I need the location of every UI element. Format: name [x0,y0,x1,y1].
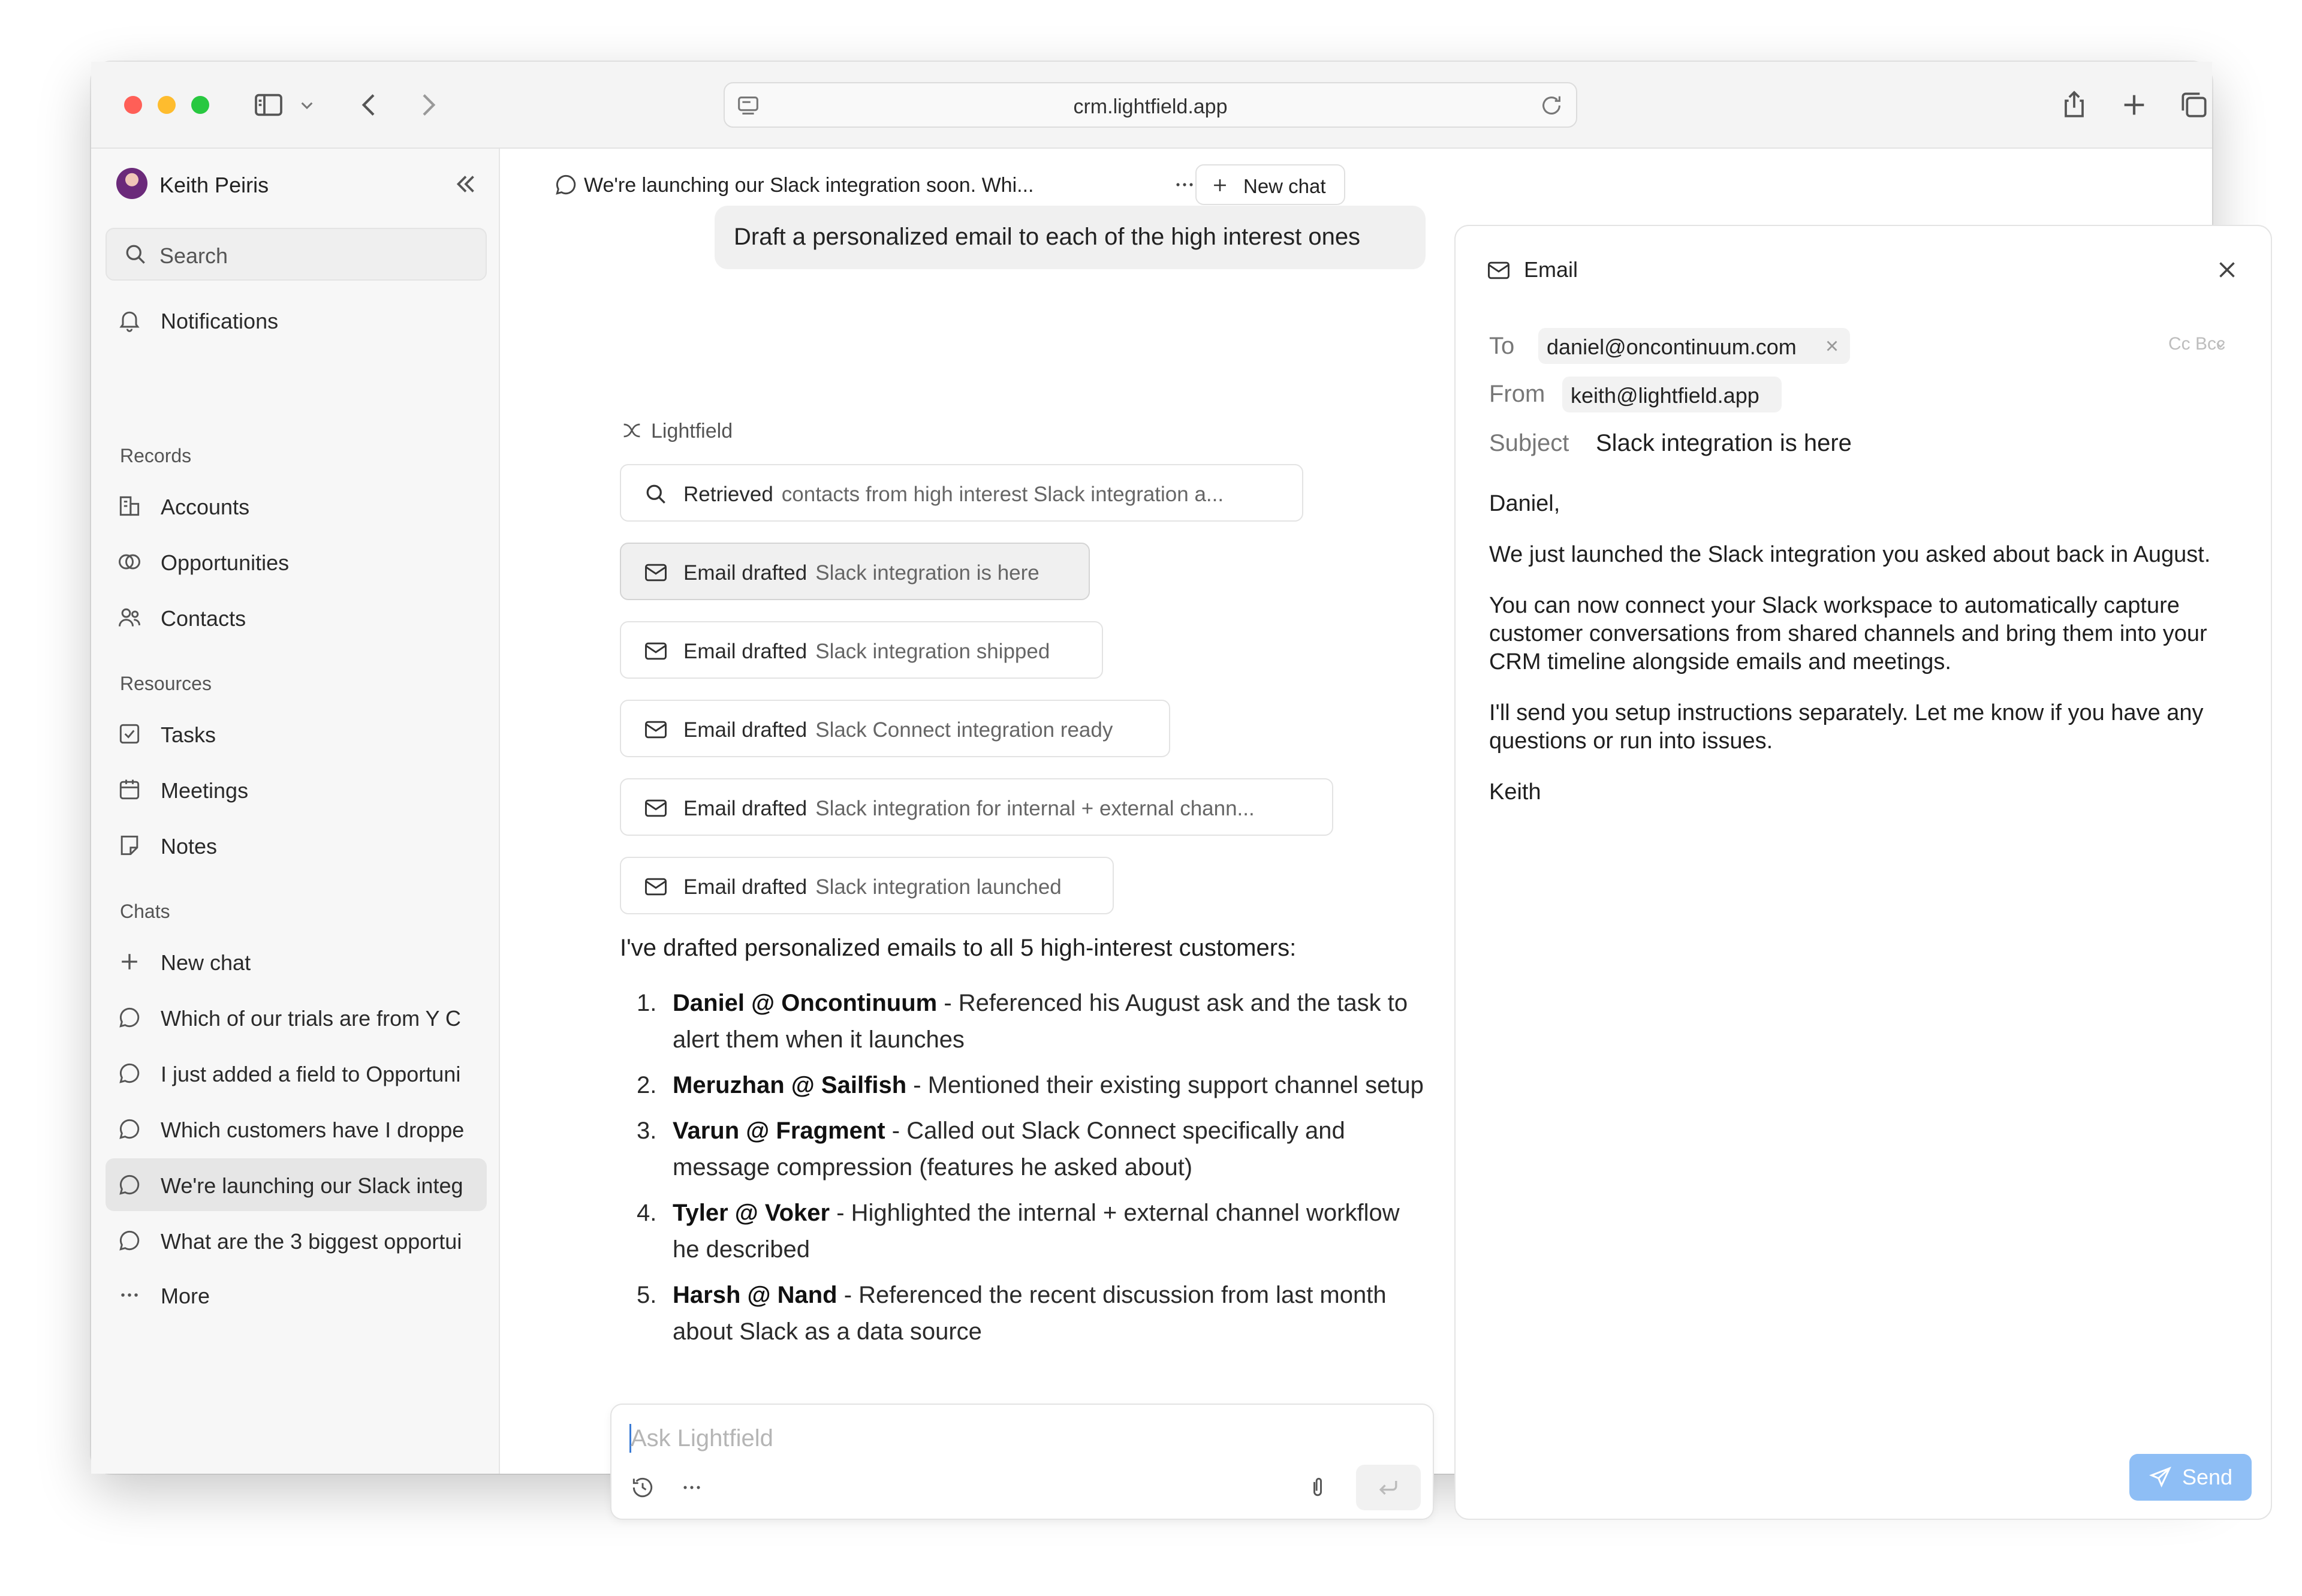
chat-bubble-icon [116,1116,143,1142]
history-icon[interactable] [629,1474,656,1501]
subject-field[interactable]: Slack integration is here [1596,430,1852,456]
list-item-name: Tyler @ Voker [673,1200,830,1226]
sidebar-item-label: Accounts [161,495,250,519]
zoom-window-button[interactable] [191,96,209,114]
url-text[interactable]: crm.lightfield.app [1073,95,1228,118]
sidebar-new-chat[interactable] [106,935,487,988]
email-paragraph: Daniel, [1489,491,1560,516]
list-item-text: - Called out Slack Connect specifically and message compression (features he asked about) [673,1118,1345,1181]
sidebar-item-notifications[interactable] [106,294,487,347]
cc-bcc-toggle[interactable]: Cc Bcc [2168,334,2225,354]
sender-email: keith@lightfield.app [1571,383,1759,408]
sidebar [91,149,500,1474]
mail-icon [643,716,669,743]
list-item-text: - Highlighted the internal + external channel workflow he described [673,1200,1400,1263]
search-placeholder: Search [159,243,228,268]
plus-icon [116,948,143,975]
recipient-email: daniel@oncontinuum.com [1547,335,1797,359]
records-section-label: Records [120,445,192,466]
sidebar-item-label: Which of our trials are from Y C [161,1006,461,1031]
assistant-summary: I've drafted personalized emails to all 5 high-interest customers: [620,935,1297,961]
sidebar-item-contacts[interactable] [106,591,487,644]
back-icon[interactable] [352,88,386,122]
chat-title[interactable]: We're launching our Slack integration soon. Whi... [584,174,1034,197]
email-body[interactable] [1489,490,2244,829]
subject-label: Subject [1489,430,1569,456]
sidebar-item-label: New chat [161,950,251,975]
mail-icon [643,874,669,900]
list-item-name: Meruzhan @ Sailfish [673,1072,907,1098]
list-item-name: Harsh @ Nand [673,1282,837,1308]
sidebar-item-label: Opportunities [161,550,290,575]
recipient-chip[interactable] [1538,328,1850,364]
tool-call-verb: Email drafted [683,640,807,663]
sidebar-item-tasks[interactable] [106,707,487,760]
list-item-text: - Referenced his August ask and the task to alert them when it launches [673,990,1408,1053]
email-paragraph: We just launched the Slack integration you asked about back in August. [1489,542,2211,567]
mail-icon [643,638,669,664]
list-number: 5. [637,1282,657,1308]
browser-window [91,62,2233,1489]
share-icon[interactable] [2057,88,2091,122]
sender-chip[interactable] [1562,377,1782,412]
sidebar-item-label: Which customers have I droppe [161,1118,465,1142]
browser-toolbar [91,62,2212,149]
new-chat-label: New chat [1243,175,1326,197]
sidebar-chat-item-selected[interactable] [106,1158,487,1211]
reload-icon[interactable] [1538,92,1565,119]
building-icon [116,493,143,519]
search-icon [643,481,669,507]
send-label: Send [2182,1465,2233,1489]
chat-bubble-icon [116,1004,143,1031]
tool-call-verb: Email drafted [683,561,807,585]
calendar-icon [116,776,143,803]
list-number: 2. [637,1072,657,1098]
tool-call-detail: Slack integration shipped [815,640,1050,663]
sidebar-chat-item[interactable] [106,1047,487,1100]
sidebar-item-label: Meetings [161,778,249,803]
plus-icon [1210,175,1230,195]
tool-call-email-drafted[interactable] [620,857,1114,914]
composer-placeholder: Ask Lightfield [631,1425,773,1452]
sidebar-item-label: Contacts [161,606,246,631]
sidebar-item-label: Notifications [161,309,279,333]
tool-call-detail: Slack integration launched [815,875,1062,899]
search-icon [122,241,149,267]
enter-icon [1375,1474,1402,1501]
avatar [116,168,147,199]
from-label: From [1489,381,1545,407]
chat-header [500,149,1351,215]
list-item [620,1195,1429,1268]
mail-icon [1486,257,1512,284]
sidebar-chat-item[interactable] [106,1103,487,1155]
email-paragraph: I'll send you setup instructions separately. Let me know if you have any questions or run into issues. [1489,700,2204,754]
chevron-down-icon[interactable] [2212,336,2229,353]
user-row[interactable] [116,163,481,205]
email-panel-title: Email [1524,257,1578,282]
mail-icon [643,559,669,586]
chat-options-icon[interactable] [1171,171,1198,198]
email-paragraph: You can now connect your Slack workspace to automatically capture customer conversations from shared channels and bring them into your CRM timeline alongside emails and meetings. [1489,593,2207,674]
new-chat-button[interactable] [1195,164,1345,205]
lightfield-logo-icon [620,418,644,442]
sidebar-item-meetings[interactable] [106,763,487,816]
sidebar-more[interactable] [106,1269,487,1321]
user-message-text: Draft a personalized email to each of the high interest ones [734,224,1361,250]
sidebar-item-accounts[interactable] [106,480,487,532]
search-input[interactable] [106,228,487,281]
tool-call-detail: Slack integration for internal + external chann... [815,797,1255,820]
ellipsis-icon [116,1282,143,1308]
tool-call-detail: Slack integration is here [815,561,1039,585]
list-item-name: Varun @ Fragment [673,1118,885,1144]
tool-call-email-drafted[interactable] [620,543,1090,600]
remove-recipient-icon[interactable] [1821,335,1843,357]
mail-icon [643,795,669,821]
list-item-text: - Mentioned their existing support channel setup [906,1072,1424,1098]
send-icon [2149,1465,2173,1489]
sidebar-item-opportunities[interactable] [106,535,487,588]
tool-call-detail: Slack Connect integration ready [815,718,1113,742]
sidebar-item-label: I just added a field to Opportuni [161,1062,461,1086]
sidebar-item-label: Notes [161,834,218,859]
address-bar[interactable] [724,82,1577,128]
bell-icon [116,307,143,333]
user-name: Keith Peiris [159,173,269,197]
sidebar-chat-item[interactable] [106,991,487,1044]
sidebar-item-label: What are the 3 biggest opportui [161,1229,462,1254]
sidebar-item-label: We're launching our Slack integ [161,1173,463,1198]
note-icon [116,832,143,859]
email-paragraph: Keith [1489,779,1541,805]
ellipsis-icon[interactable] [679,1474,705,1501]
tool-call-retrieved[interactable] [620,464,1303,522]
tool-call-verb: Retrieved [683,483,773,506]
tool-call-email-drafted[interactable] [620,778,1333,836]
tool-call-detail: contacts from high interest Slack integration a... [781,483,1224,506]
to-label: To [1489,333,1515,359]
list-item-name: Daniel @ Oncontinuum [673,990,938,1016]
chat-bubble-icon [553,171,579,198]
assistant-name: Lightfield [651,420,733,442]
list-item-text: - Referenced the recent discussion from last month about Slack as a data source [673,1282,1387,1345]
list-item [620,1067,1429,1104]
chats-section-label: Chats [120,901,170,922]
list-number: 4. [637,1200,657,1226]
list-item [620,985,1429,1058]
close-window-button[interactable] [124,96,142,114]
tool-call-verb: Email drafted [683,718,807,742]
chat-bubble-icon [116,1060,143,1086]
contacts-icon [116,604,143,631]
chat-bubble-icon [116,1227,143,1254]
checkbox-icon [116,721,143,747]
assistant-list [620,985,1429,1359]
sidebar-item-label: Tasks [161,722,216,747]
new-tab-icon[interactable] [2117,88,2151,122]
tool-call-verb: Email drafted [683,797,807,820]
tab-overview-icon[interactable] [2177,88,2211,122]
tool-call-email-drafted[interactable] [620,700,1170,757]
sidebar-item-notes[interactable] [106,819,487,872]
tool-call-email-drafted[interactable] [620,621,1103,679]
forward-icon[interactable] [411,88,445,122]
paperclip-icon[interactable] [1304,1474,1331,1501]
chat-bubble-icon [116,1172,143,1198]
chat-composer[interactable] [610,1404,1434,1520]
sidebar-chat-item[interactable] [106,1214,487,1267]
tool-call-verb: Email drafted [683,875,807,899]
submit-button[interactable] [1356,1465,1421,1510]
resources-section-label: Resources [120,673,212,694]
sidebar-toggle-icon[interactable] [252,88,285,122]
chevron-down-icon[interactable] [295,88,319,122]
email-panel [1454,225,2272,1520]
user-message [715,206,1426,269]
list-item [620,1113,1429,1186]
list-item [620,1277,1429,1350]
list-number: 1. [637,990,657,1016]
collapse-sidebar-icon[interactable] [451,169,481,199]
list-number: 3. [637,1118,657,1144]
send-button[interactable] [2129,1454,2252,1501]
close-icon[interactable] [2213,256,2241,284]
opportunities-icon [116,549,143,575]
sidebar-item-label: More [161,1284,210,1308]
minimize-window-button[interactable] [158,96,176,114]
